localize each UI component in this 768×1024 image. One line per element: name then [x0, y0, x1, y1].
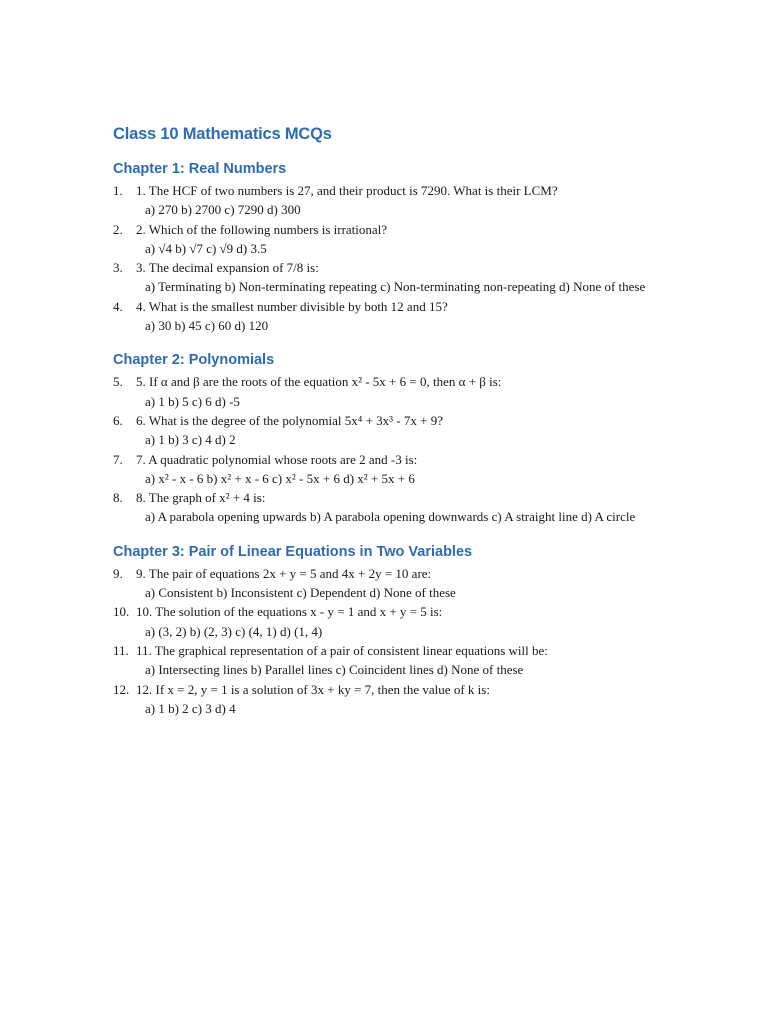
question-number: 9.: [113, 565, 123, 581]
question-item: [113, 602, 658, 641]
question-text: 3. The decimal expansion of 7/8 is:: [136, 260, 319, 276]
question-text: 11. The graphical representation of a pair of consistent linear equations will be:: [136, 642, 548, 658]
question-text: 10. The solution of the equations x - y = 1 and x + y = 5 is:: [136, 604, 443, 620]
question-number: 8.: [113, 490, 123, 506]
question-item: [113, 488, 658, 527]
question-number: 6.: [113, 412, 123, 428]
question-options: a) (3, 2) b) (2, 3) c) (4, 1) d) (1, 4): [145, 623, 323, 639]
question-options: a) √4 b) √7 c) √9 d) 3.5: [145, 240, 267, 256]
question-text: 4. What is the smallest number divisible by both 12 and 15?: [136, 298, 448, 314]
question-number: 7.: [113, 451, 123, 467]
question-number: 1.: [113, 183, 123, 198]
question-text: 1. The HCF of two numbers is 27, and their product is 7290. What is their LCM?: [136, 183, 558, 198]
question-options: a) Intersecting lines b) Parallel lines c) Coincident lines d) None of these: [145, 662, 524, 678]
question-text: 6. What is the degree of the polynomial 5x⁴ + 3x³ - 7x + 9?: [136, 412, 443, 428]
question-options: a) 1 b) 3 c) 4 d) 2: [145, 432, 236, 448]
question-text: 9. The pair of equations 2x + y = 5 and 4x + 2y = 10 are:: [136, 565, 432, 581]
question-item: [113, 220, 658, 259]
question-number: 10.: [113, 604, 130, 620]
question-number: 5.: [113, 374, 123, 390]
chapter-3: [113, 543, 658, 718]
question-number: 12.: [113, 681, 130, 697]
question-item: [113, 564, 658, 603]
question-item: [113, 258, 658, 297]
question-item: [113, 181, 658, 220]
question-number: 3.: [113, 260, 123, 276]
question-item: [113, 641, 658, 680]
question-number: 2.: [113, 221, 123, 237]
question-text: 8. The graph of x² + 4 is:: [136, 490, 266, 506]
question-item: [113, 680, 658, 719]
chapter-title: Chapter 2: Polynomials: [113, 352, 275, 369]
document-page: [113, 123, 658, 734]
question-text: 7. A quadratic polynomial whose roots are 2 and -3 is:: [136, 451, 418, 467]
question-item: [113, 411, 658, 450]
question-number: 11.: [113, 642, 129, 658]
question-options: a) x² - x - 6 b) x² + x - 6 c) x² - 5x + 6 d) x² + 5x + 6: [145, 470, 415, 486]
chapter-title: Chapter 1: Real Numbers: [113, 161, 287, 177]
question-item: [113, 450, 658, 489]
question-item: [113, 372, 658, 411]
question-text: 12. If x = 2, y = 1 is a solution of 3x + ky = 7, then the value of k is:: [136, 681, 490, 697]
question-number: 4.: [113, 298, 123, 314]
question-options: a) 1 b) 2 c) 3 d) 4: [145, 700, 236, 716]
question-options: a) 30 b) 45 c) 60 d) 120: [145, 318, 269, 334]
chapter-2: [113, 351, 658, 526]
chapter-title: Chapter 3: Pair of Linear Equations in Two Variables: [113, 543, 473, 560]
chapter-1: [113, 160, 658, 335]
question-options: a) 1 b) 5 c) 6 d) -5: [145, 393, 240, 409]
question-options: a) Terminating b) Non-terminating repeating c) Non-terminating non-repeating d) None of these: [145, 279, 646, 295]
document-title: Class 10 Mathematics MCQs: [113, 125, 332, 143]
question-options: a) A parabola opening upwards b) A parabola opening downwards c) A straight line d) A circle: [145, 509, 636, 525]
question-item: [113, 297, 658, 336]
question-options: a) 270 b) 2700 c) 7290 d) 300: [145, 202, 301, 218]
question-text: 2. Which of the following numbers is irrational?: [136, 221, 388, 237]
question-options: a) Consistent b) Inconsistent c) Dependent d) None of these: [145, 585, 456, 601]
question-text: 5. If α and β are the roots of the equation x² - 5x + 6 = 0, then α + β is:: [136, 374, 502, 390]
